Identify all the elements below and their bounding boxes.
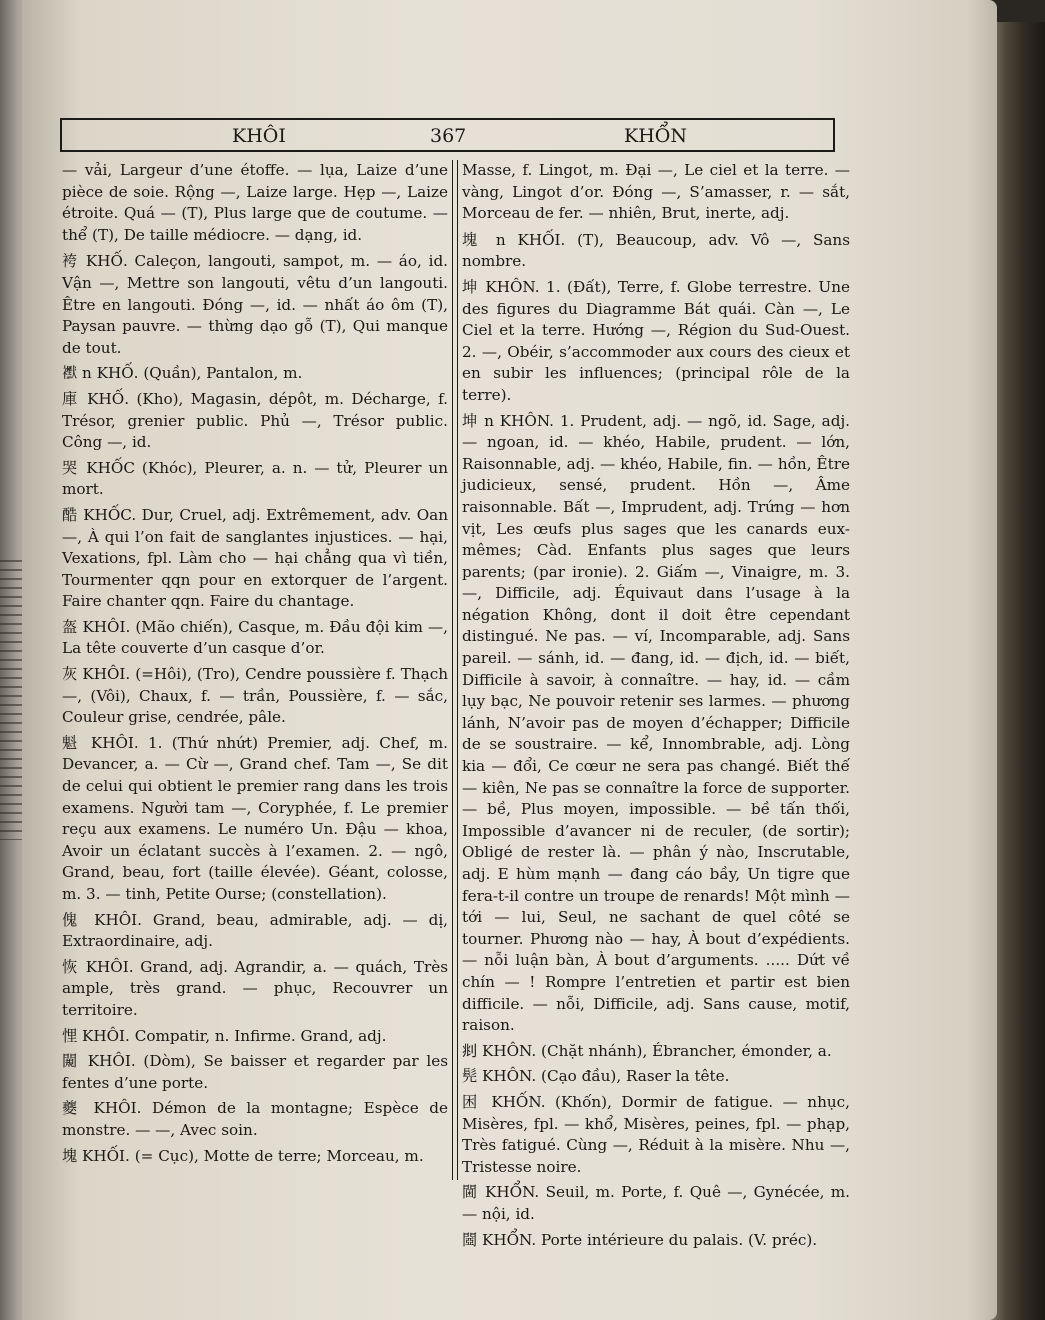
page-number: 367: [430, 125, 467, 147]
entry-text: 夔 KHÔI. Démon de la montagne; Espèce de monstre. — —, Avec soin.: [62, 1099, 448, 1139]
entry-text: 庫 KHỐ. (Kho), Magasin, dépôt, m. Décharge, f. Trésor, grenier public. Phủ —, Trésor public. Công —, id.: [62, 389, 448, 452]
entry-text: 坤 n KHÔN. 1. Prudent, adj. — ngõ, id. Sage, adj. — ngoan, id. — khéo, Habile, prudent. — lớn, Raisonnable, adj. — khéo, Habile, fin. — hồn, Être judicieux, sensé, prudent. Hồn —, Âme raisonnable. Bất —, Imprudent, adj. Trứng — hơn vịt, Les œufs plus sages que les canards eux-mêmes; Càd. Enfants plus sages que leurs parents; (par ironie). 2. Giấm —, Vinaigre, m. 3. —, Difficile, adj. Équivaut dans l’usage à la négation Không, dont il doit être cependant distingué. Ne pas. — ví, Incomparable, adj. Sans pareil. — sánh, id. — đang, id. — địch, id. — biết, Difficile à savoir, à connaître. — hay, id. — cầm lụy bạc, Ne pouvoir retenir ses larmes. — phương lánh, N’avoir pas de moyen d’échapper; Difficile de se soustraire. — kể, Innombrable, adj. Lòng kia — đổi, Ce cœur ne sera pas changé. Biết thế — kiên, Ne pas se connaître la force de supporter. — bề, Plus moyen, impossible. — bề tấn thối, Impossible d’avancer ni de reculer, (de sortir); Obligé de rester là. — phân ý nào, Inscrutable, adj. E hùm mạnh — đang cáo bầy, Un tigre que fera-t-il contre un troupe de renards! Một mình — tới — lui, Seul, ne sachant de quel côté se tourner. Phương nào — hay, À bout d’expédients. — nỗi luận bàn, À bout d’arguments. ..... Dứt về chín — ! Rompre l’entretien et partir est bien difficile. — nỗi, Difficile, adj. Sans cause, motif, raison.: [462, 411, 850, 1035]
entry-text: 悝 KHÔI. Compatir, n. Infirme. Grand, adj.: [62, 1026, 387, 1045]
header-left-word: KHÔI: [232, 125, 286, 147]
entry-text: Masse, f. Lingot, m. Đại —, Le ciel et la terre. — vàng, Lingot d’or. Đóng —, S’amasser, r. — sắt, Morceau de fer. — nhiên, Brut, inerte, adj.: [462, 161, 850, 223]
right-column: [462, 160, 850, 1255]
left-column: [62, 160, 448, 1171]
entry-text: 盔 KHÔI. (Mão chiến), Casque, m. Đầu đội kim —, La tête couverte d’un casque d’or.: [62, 617, 448, 658]
facing-page-edge: [0, 560, 22, 840]
entry-text: 袴 KHỐ. Caleçon, langouti, sampot, m. — áo, id. Vận —, Mettre son langouti, vêtu d’un langouti. Être en langouti. Đóng —, id. — nhất áo ôm (T), Paysan pauvre. — thừng dạo gỗ (T), Qui manque de tout.: [62, 252, 448, 357]
entry-text: 哭 KHỐC (Khóc), Pleurer, a. n. — tử, Pleurer un mort.: [62, 458, 448, 499]
entry-text: 魁 KHÔI. 1. (Thứ nhứt) Premier, adj. Chef, m. Devancer, a. — Cừ —, Grand chef. Tam —, Se dit de celui qui obtient le premier rang dans les trois examens. Người tam —, Coryphée, f. Le premier reçu aux examens. Le numéro Un. Đậu — khoa, Avoir un éclatant succès à l’examen. 2. — ngô, Grand, beau, fort (taille élevée). Géant, colosse, m. 3. — tinh, Petite Ourse; (constellation).: [62, 733, 448, 903]
entry-text: 閸 KHỔN. Porte intérieure du palais. (V. préc).: [462, 1230, 818, 1249]
entry-text: 塊 KHỐI. (= Cục), Motte de terre; Morceau, m.: [62, 1146, 424, 1165]
entry-text: — vải, Largeur d’une étoffe. — lụa, Laize d’une pièce de soie. Rộng —, Laize large. Hẹp —, Laize étroite. Quá — (T), Plus large que de coutume. — thể (T), De taille médiocre. — dạng, id.: [62, 161, 448, 244]
entry-text: 閫 KHỔN. Seuil, m. Porte, f. Quê —, Gynécée, m. — nội, id.: [462, 1183, 850, 1223]
entry-text: 困 KHỐN. (Khốn), Dormir de fatigue. — nhục, Misères, fpl. — khổ, Misères, peines, fpl. — phạp, Très fatigué. Cùng —, Réduit à la misère. Nhu —, Tristesse noire.: [462, 1092, 850, 1176]
entry-text: 闚 KHÔI. (Dòm), Se baisser et regarder par les fentes d’une porte.: [62, 1052, 448, 1092]
entry-text: 灰 KHÔI. (=Hôi), (Tro), Cendre poussière f. Thạch —, (Vôi), Chaux, f. — trần, Poussière, f. — sắc, Couleur grise, cendrée, pâle.: [62, 665, 448, 727]
dictionary-page: [22, 0, 997, 1320]
entry-text: 𠛪 KHÔN. (Chặt nhánh), Ébrancher, émonder, a.: [462, 1041, 832, 1060]
header-right-word: KHỔN: [624, 125, 687, 147]
entry-text: 恢 KHÔI. Grand, adj. Agrandir, a. — quách, Très ample, très grand. — phục, Recouvrer un territoire.: [62, 957, 448, 1019]
entry-text: 𧞾 n KHỐ. (Quần), Pantalon, m.: [62, 364, 303, 383]
entry-text: 髡 KHÔN. (Cạo đầu), Raser la tête.: [462, 1067, 730, 1086]
entry-text: 塊 n KHỐI. (T), Beaucoup, adv. Vô —, Sans nombre.: [462, 230, 850, 271]
column-divider: [452, 160, 458, 1180]
entry-text: 坤 KHÔN. 1. (Đất), Terre, f. Globe terrestre. Une des figures du Diagramme Bát quái. Càn —, Le Ciel et la terre. Hướng —, Région du Sud-Ouest. 2. —, Obéir, s’accommoder aux cours des cieux et en subir les influences; (principal rôle de la terre).: [462, 277, 850, 404]
running-header: [60, 118, 835, 152]
entry-text: 酷 KHỐC. Dur, Cruel, adj. Extrêmement, adv. Oan —, À qui l’on fait de sanglantes injustices. — hại, Vexations, fpl. Làm cho — hại chẳng qua vì tiền, Tourmenter qqn pour en extorquer de l’argent. Faire chanter qqn. Faire du chantage.: [62, 505, 448, 611]
entry-text: 傀 KHÔI. Grand, beau, admirable, adj. — dị, Extraordinaire, adj.: [62, 910, 448, 951]
